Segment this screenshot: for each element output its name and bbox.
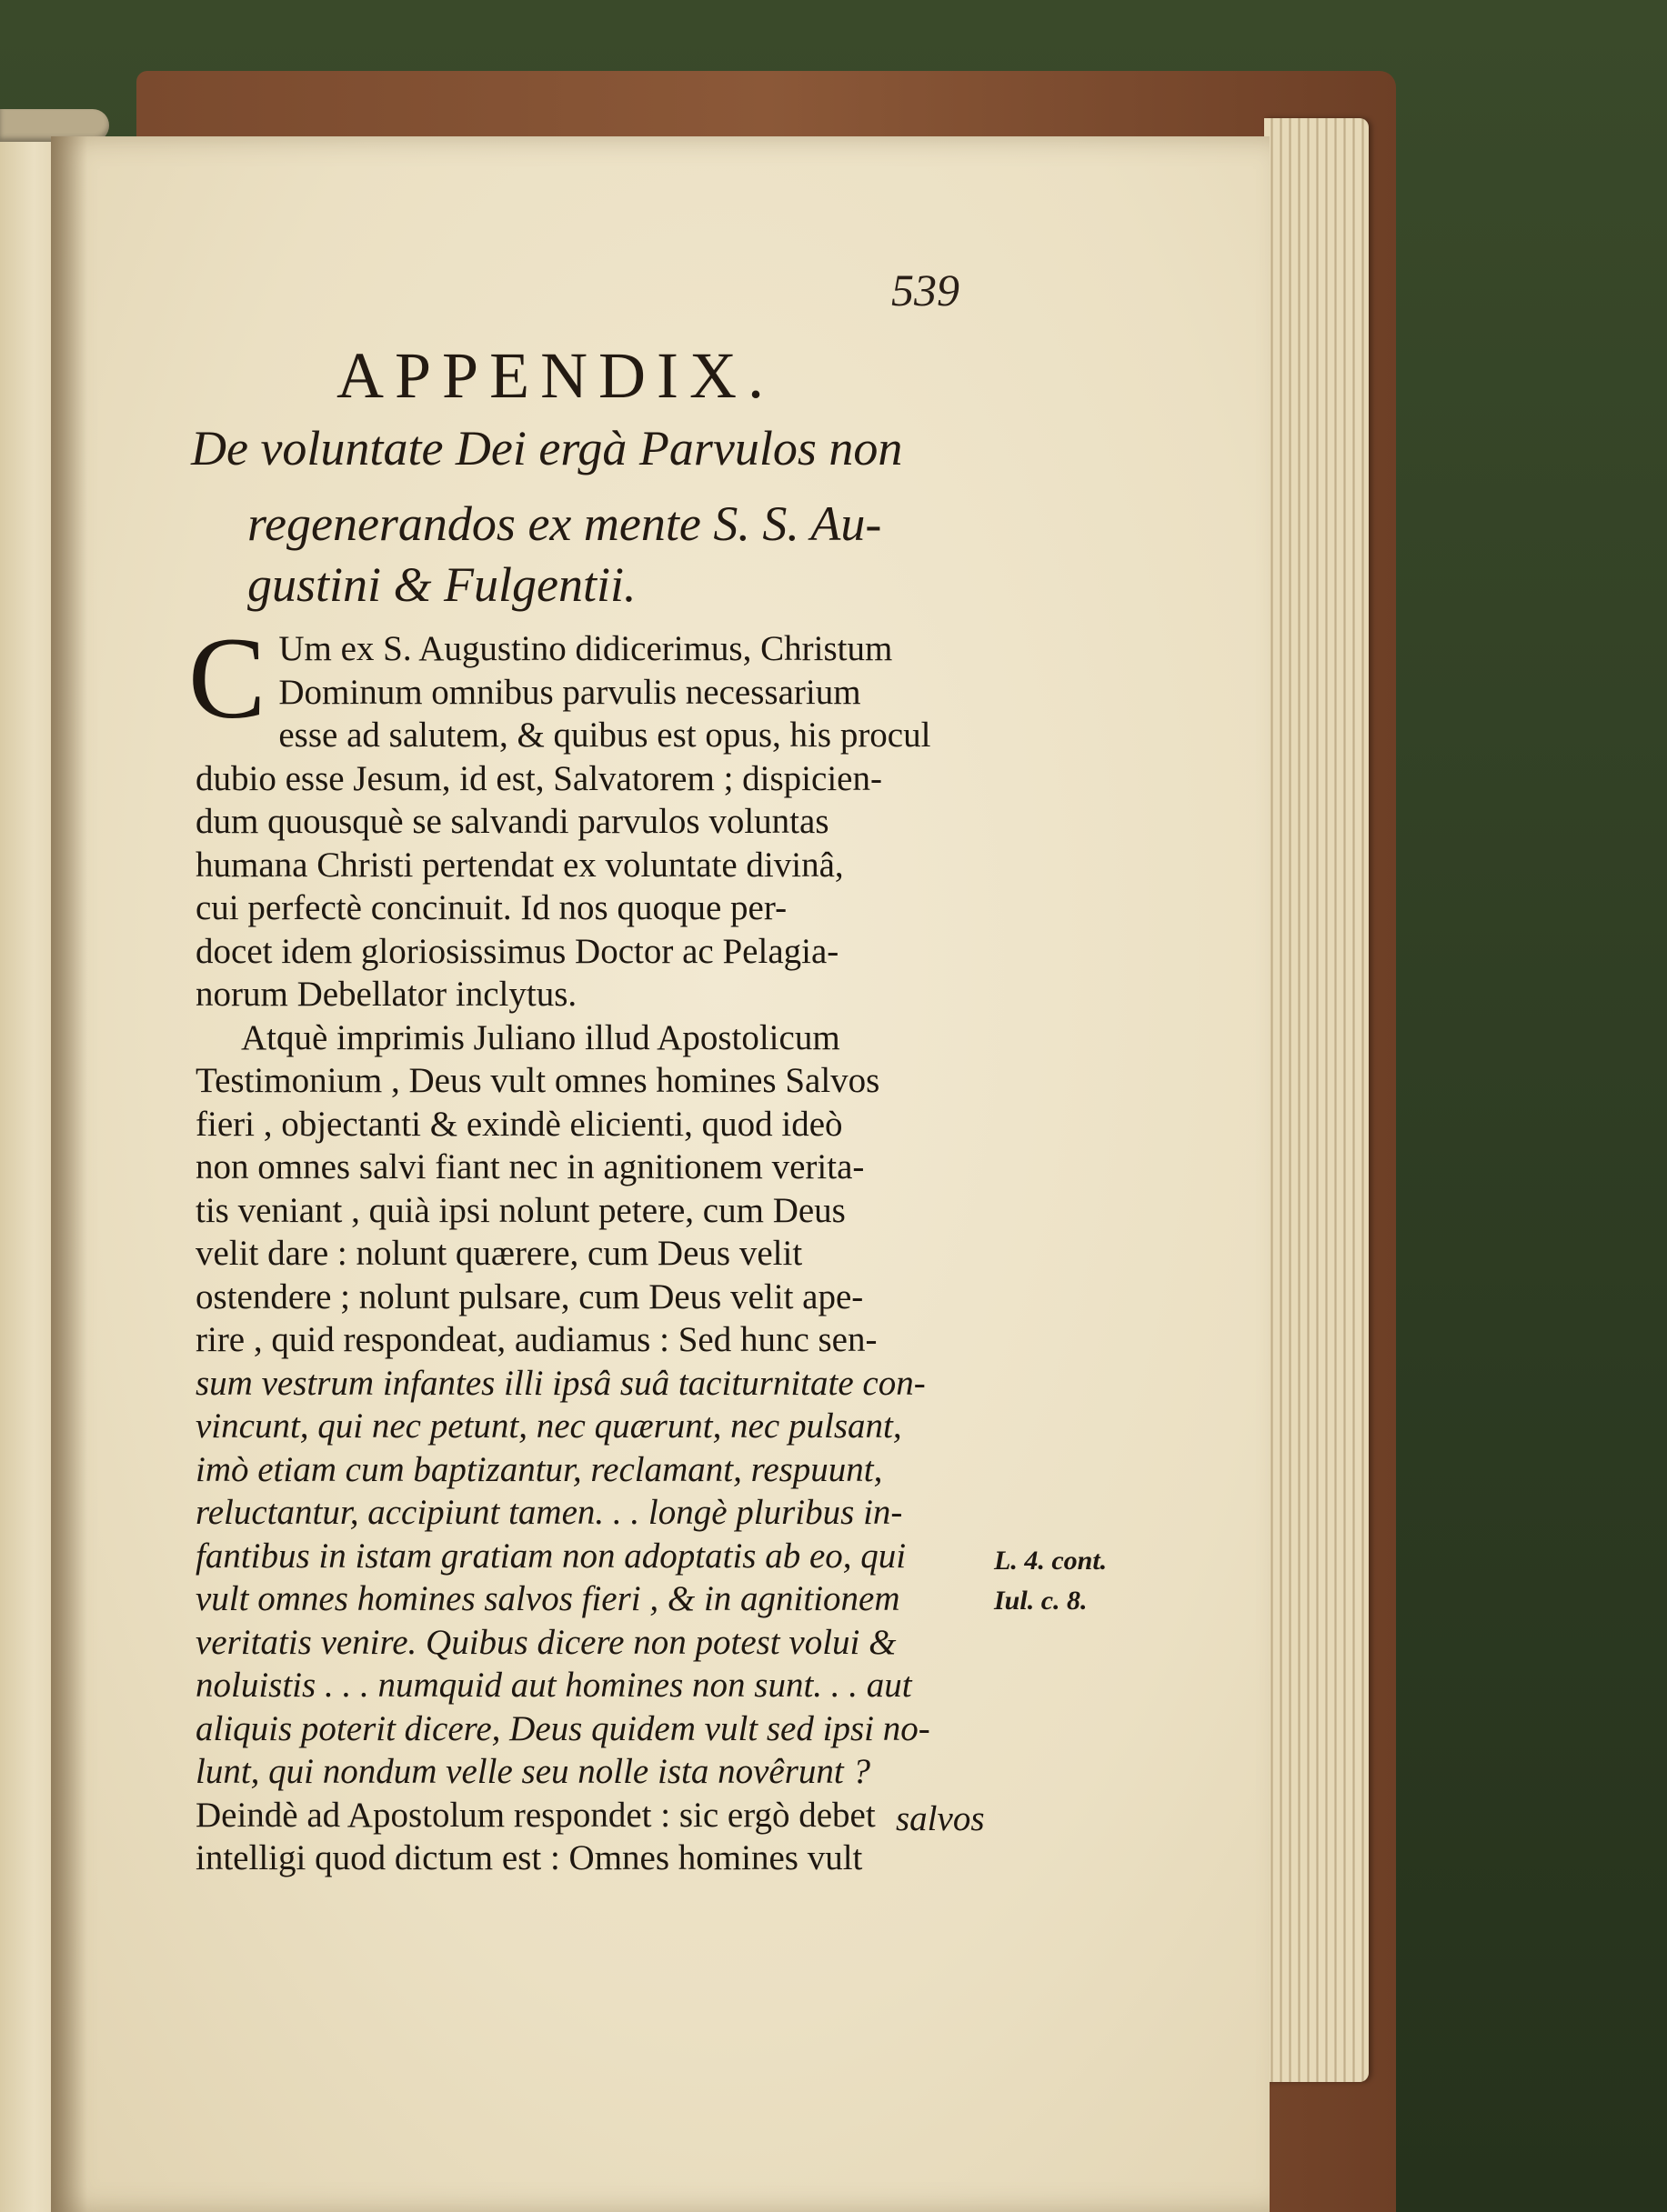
text-line: tis veniant , quià ipsi nolunt petere, cum Deus [196, 1190, 846, 1230]
text-line: non omnes salvi fiant nec in agnitionem verita- [196, 1147, 865, 1186]
text-line: rire , quid respondeat, audiamus : Sed hunc sen- [196, 1320, 878, 1359]
text-line: norum Debellator inclytus. [196, 975, 577, 1014]
text-line: dum quousquè se salvandi parvulos voluntas [196, 802, 829, 841]
section-heading: APPENDIX. [336, 339, 776, 412]
subtitle-line-2: regenerandos ex mente S. S. Au- [247, 496, 882, 551]
text-line: dubio esse Jesum, id est, Salvatorem ; dispicien- [196, 758, 882, 798]
text-line: docet idem gloriosissimus Doctor ac Pelagia- [196, 931, 839, 971]
margin-note-line: L. 4. cont. [994, 1546, 1108, 1576]
text-line: fantibus in istam gratiam non adoptatis ab eo, qui [196, 1536, 907, 1576]
text-line: cui perfectè concinuit. Id nos quoque per- [196, 888, 788, 927]
text-line: imò etiam cum baptizantur, reclamant, respuunt, [196, 1449, 883, 1489]
text-line: ostendere ; nolunt pulsare, cum Deus velit ape- [196, 1276, 864, 1316]
text-line: vult omnes homines salvos fieri , & in agnitionem [196, 1579, 900, 1618]
text-line: aliquis poterit dicere, Deus quidem vult sed ipsi no- [196, 1708, 930, 1748]
text-line: fieri , objectanti & exindè elicienti, quod ideò [196, 1104, 843, 1144]
subtitle-line-3: gustini & Fulgentii. [247, 557, 637, 612]
page-edges [1264, 118, 1369, 2082]
page-number: 539 [891, 265, 959, 315]
text-line: lunt, qui nondum velle seu nolle ista novêrunt ? [196, 1752, 870, 1791]
left-page-edge [0, 136, 56, 2212]
subtitle-line-1: De voluntate Dei ergà Parvulos non [191, 421, 903, 475]
text-line: Deindè ad Apostolum respondet : sic ergò debet [196, 1795, 876, 1835]
drop-cap: C [188, 614, 266, 743]
catchword: salvos [896, 1799, 985, 1838]
text-line: intelligi quod dictum est : Omnes homines vult [196, 1838, 863, 1877]
text-line: Atquè imprimis Juliano illud Apostolicum [241, 1017, 840, 1057]
text-line: noluistis . . . numquid aut homines non sunt. . . aut [196, 1666, 912, 1705]
text-line: vincunt, qui nec petunt, nec quærunt, nec pulsant, [196, 1406, 902, 1446]
body-text [188, 614, 989, 1880]
text-line: Dominum omnibus parvulis necessarium [278, 672, 861, 712]
margin-note [994, 1541, 1107, 1621]
text-line: esse ad salutem, & quibus est opus, his procul [278, 716, 931, 755]
text-line: veritatis venire. Quibus dicere non potest volui & [196, 1622, 897, 1662]
page-gutter [51, 136, 87, 2212]
text-line: velit dare : nolunt quærere, cum Deus velit [196, 1234, 803, 1273]
text-line: Um ex S. Augustino didicerimus, Christum [278, 629, 893, 668]
text-line: Testimonium , Deus vult omnes homines Salvos [196, 1061, 880, 1100]
text-line: reluctantur, accipiunt tamen. . . longè pluribus in- [196, 1493, 903, 1532]
text-line: humana Christi pertendat ex voluntate divinâ, [196, 845, 844, 885]
margin-note-line: Iul. c. 8. [994, 1586, 1088, 1616]
text-line: sum vestrum infantes illi ipsâ suâ taciturnitate con- [196, 1363, 926, 1403]
